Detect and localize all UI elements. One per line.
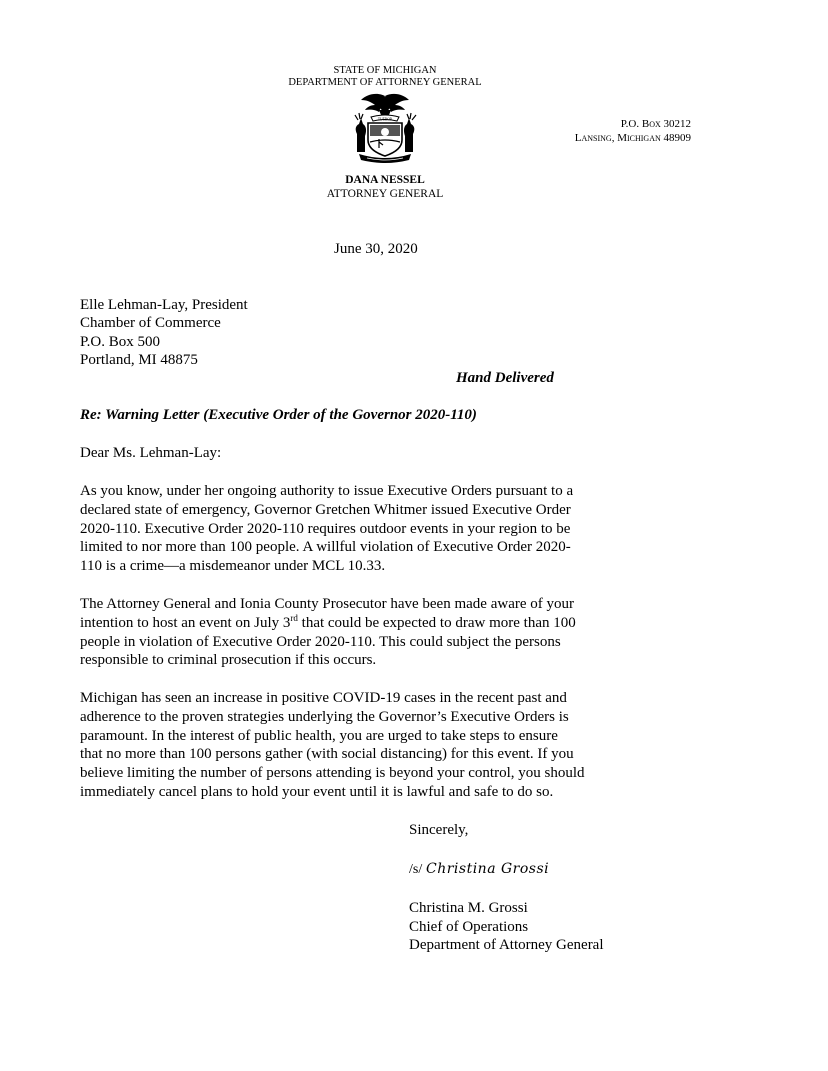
signer-name: Christina M. Grossi bbox=[409, 900, 528, 916]
ag-title: ATTORNEY GENERAL bbox=[326, 188, 444, 200]
recipient-line-1: Elle Lehman-Lay, President bbox=[80, 297, 248, 313]
signature-script: Christina Grossi bbox=[425, 861, 550, 877]
signature-prefix: /s/ bbox=[409, 862, 423, 877]
signer-title: Chief of Operations bbox=[409, 918, 529, 935]
signer-department: Department of Attorney General bbox=[409, 937, 604, 954]
paragraph-1-line: 110 is a crime—a misdemeanor under MCL 10.33. bbox=[80, 558, 386, 575]
paragraph-3 bbox=[80, 689, 760, 802]
paragraph-1-line: limited to nor more than 100 people. A willful violation of Executive Order 2020- bbox=[80, 539, 571, 556]
recipient-line-2: Chamber of Commerce bbox=[80, 315, 221, 332]
paragraph-1-line: declared state of emergency, Governor Gretchen Whitmer issued Executive Order bbox=[80, 501, 571, 518]
paragraph-3-line: paramount. In the interest of public health, you are urged to take steps to ensure bbox=[80, 727, 558, 744]
recipient-line-4: Portland, MI 48875 bbox=[80, 352, 198, 369]
letterhead-department: DEPARTMENT OF ATTORNEY GENERAL bbox=[288, 77, 482, 88]
paragraph-2-line: people in violation of Executive Order 2020-110. This could subject the persons bbox=[80, 633, 561, 650]
michigan-state-seal-icon bbox=[349, 90, 421, 164]
paragraph-1 bbox=[80, 482, 760, 576]
ordinal-superscript: rd bbox=[290, 612, 298, 623]
paragraph-3-line: Michigan has seen an increase in positive COVID-19 cases in the recent past and bbox=[80, 690, 567, 706]
paragraph-1-line: As you know, under her ongoing authority to issue Executive Orders pursuant to a bbox=[80, 483, 574, 499]
ag-name: DANA NESSEL bbox=[345, 174, 425, 186]
letter-date: June 30, 2020 bbox=[334, 241, 418, 257]
seal-graphic bbox=[349, 90, 421, 164]
paragraph-2 bbox=[80, 595, 760, 670]
paragraph-3-line: believe limiting the number of persons attending is beyond your control, you should bbox=[80, 765, 585, 782]
subject-line: Re: Warning Letter (Executive Order of the Governor 2020-110) bbox=[80, 407, 477, 423]
paragraph-2-text: intention to host an event on July 3 bbox=[80, 614, 291, 631]
recipient-line-3: P.O. Box 500 bbox=[80, 333, 161, 350]
paragraph-2-line bbox=[80, 614, 760, 633]
letterhead-po-box: P.O. Box 30212 bbox=[620, 118, 691, 130]
closing: Sincerely, bbox=[409, 822, 469, 838]
salutation: Dear Ms. Lehman-Lay: bbox=[80, 445, 222, 461]
paragraph-3-line: adherence to the proven strategies underlying the Governor’s Executive Orders is bbox=[80, 708, 569, 725]
letterhead-state: STATE OF MICHIGAN bbox=[333, 65, 437, 76]
paragraph-2-line: The Attorney General and Ionia County Prosecutor have been made aware of your bbox=[80, 596, 574, 612]
electronic-signature bbox=[409, 860, 549, 880]
paragraph-3-line: immediately cancel plans to hold your event until it is lawful and safe to do so. bbox=[80, 783, 554, 800]
delivery-method: Hand Delivered bbox=[456, 370, 554, 386]
paragraph-2-text: that could be expected to draw more than 100 bbox=[297, 614, 576, 631]
letterhead-city: Lansing, Michigan 48909 bbox=[574, 132, 691, 144]
paragraph-1-line: 2020-110. Executive Order 2020-110 requires outdoor events in your region to be bbox=[80, 520, 571, 537]
paragraph-3-line: that no more than 100 persons gather (with social distancing) for this event. If you bbox=[80, 746, 574, 763]
paragraph-2-line: responsible to criminal prosecution if this occurs. bbox=[80, 652, 377, 669]
seal-banner-text: TUEBOR bbox=[377, 117, 393, 122]
